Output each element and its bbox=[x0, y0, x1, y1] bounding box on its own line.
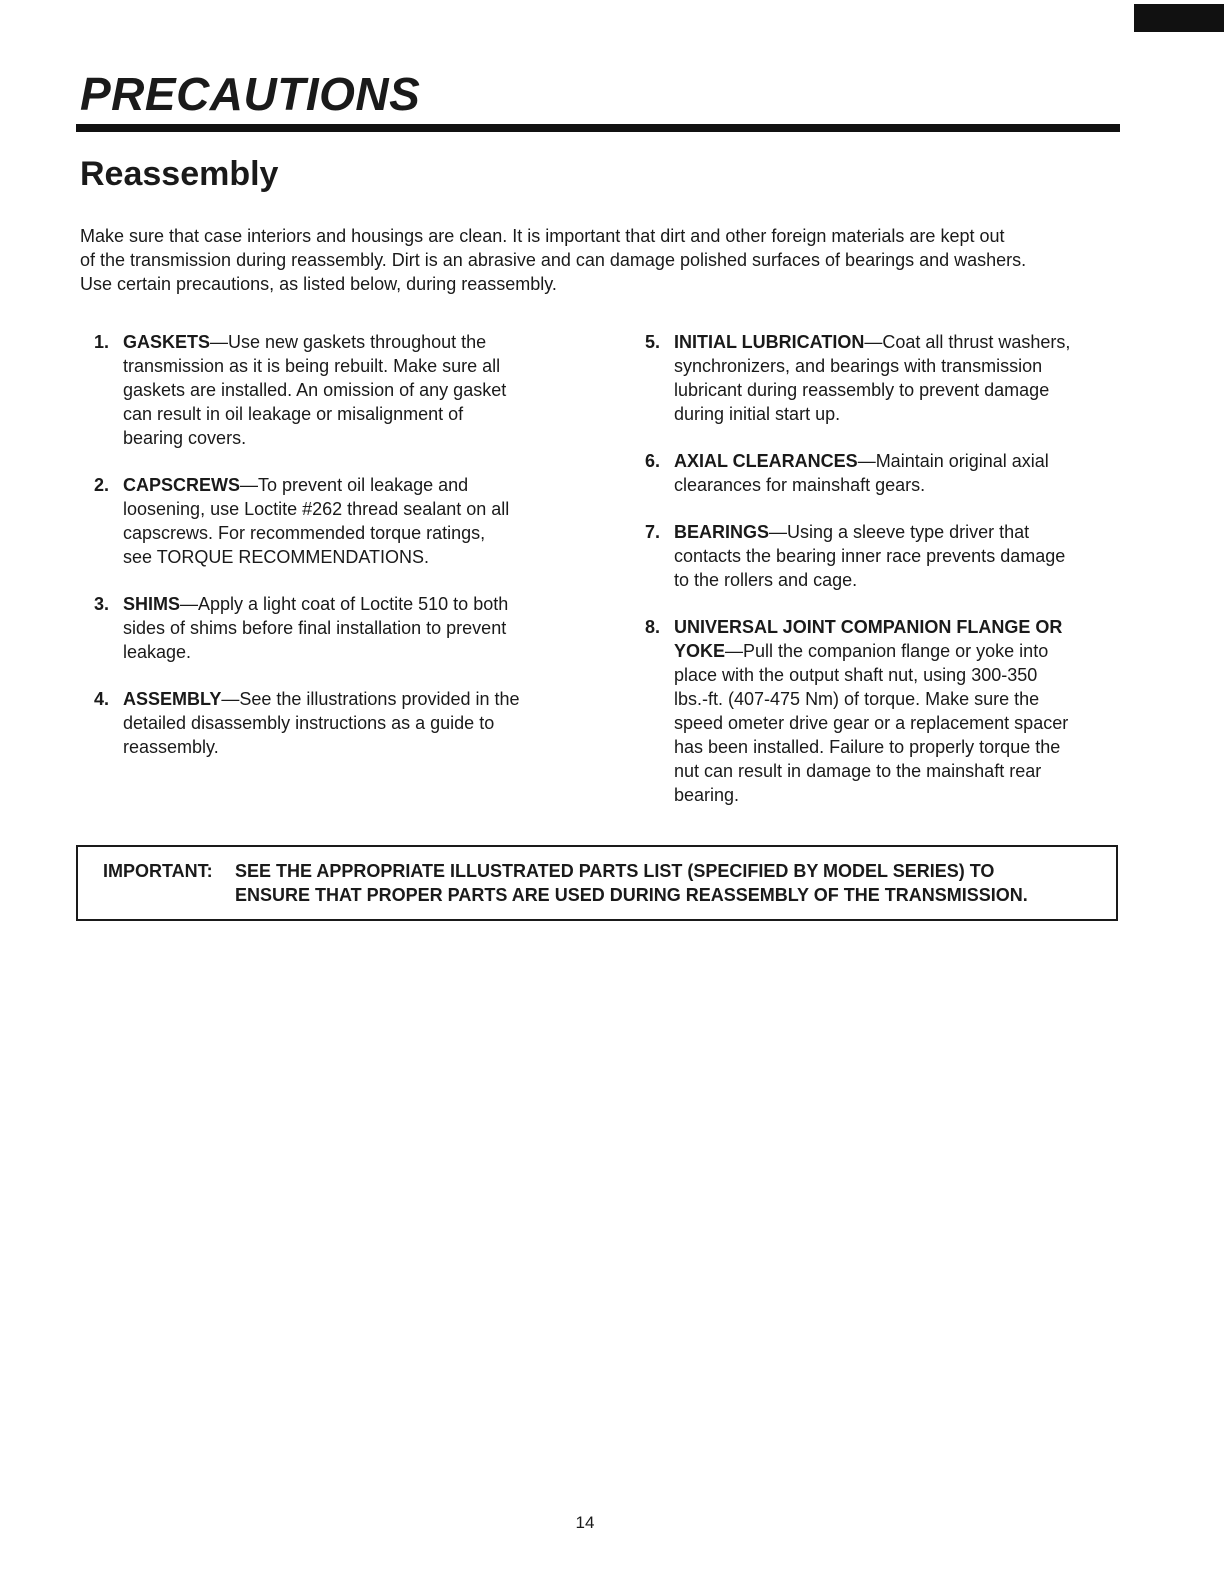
list-item-initial-lubrication bbox=[645, 330, 1125, 426]
page-title: PRECAUTIONS bbox=[80, 68, 421, 120]
intro-paragraph bbox=[80, 224, 1120, 296]
item-text: —Coat all thrust washers, bbox=[864, 332, 1071, 352]
item-text: —Maintain original axial bbox=[857, 451, 1049, 471]
item-heading: CAPSCREWS bbox=[123, 475, 241, 495]
left-column bbox=[94, 330, 574, 759]
item-text: during initial start up. bbox=[674, 404, 841, 424]
item-heading: UNIVERSAL JOINT COMPANION FLANGE OR bbox=[674, 617, 1063, 637]
item-text: —See the illustrations provided in the bbox=[221, 689, 520, 709]
item-line bbox=[123, 330, 574, 354]
item-heading: YOKE bbox=[674, 641, 726, 661]
item-text: to the rollers and cage. bbox=[674, 570, 858, 590]
item-number: 2. bbox=[94, 475, 110, 495]
item-line bbox=[674, 639, 1125, 663]
item-number: 5. bbox=[645, 332, 661, 352]
item-text: —Apply a light coat of Loctite 510 to both bbox=[180, 594, 509, 614]
list-item-capscrews bbox=[94, 473, 574, 569]
item-text: contacts the bearing inner race prevents damage bbox=[674, 546, 1066, 566]
item-text: see TORQUE RECOMMENDATIONS. bbox=[123, 547, 430, 567]
item-number: 6. bbox=[645, 451, 661, 471]
important-line: SEE THE APPROPRIATE ILLUSTRATED PARTS LIST (SPECIFIED BY MODEL SERIES) TO bbox=[235, 861, 995, 881]
item-heading: AXIAL CLEARANCES bbox=[674, 451, 858, 471]
list-item-axial-clearances bbox=[645, 449, 1125, 497]
item-text: clearances for mainshaft gears. bbox=[674, 475, 926, 495]
item-number: 3. bbox=[94, 594, 110, 614]
item-text: gaskets are installed. An omission of any gasket bbox=[123, 380, 507, 400]
section-title: Reassembly bbox=[80, 155, 279, 193]
important-line: ENSURE THAT PROPER PARTS ARE USED DURING REASSEMBLY OF THE TRANSMISSION. bbox=[235, 885, 1028, 905]
item-text: detailed disassembly instructions as a guide to bbox=[123, 713, 495, 733]
list-item-shims bbox=[94, 592, 574, 664]
item-text: bearing covers. bbox=[123, 428, 247, 448]
important-notice-box bbox=[76, 845, 1118, 921]
item-number: 8. bbox=[645, 617, 661, 637]
corner-tab-mark bbox=[1134, 4, 1224, 32]
item-text: capscrews. For recommended torque ratings, bbox=[123, 523, 486, 543]
important-label: IMPORTANT: bbox=[103, 861, 213, 881]
item-heading: GASKETS bbox=[123, 332, 211, 352]
page-number: 14 bbox=[575, 1513, 595, 1532]
item-text: transmission as it is being rebuilt. Make sure all bbox=[123, 356, 501, 376]
item-heading: ASSEMBLY bbox=[123, 689, 222, 709]
item-number: 7. bbox=[645, 522, 661, 542]
intro-line: of the transmission during reassembly. Dirt is an abrasive and can damage polished surfaces of bearings and washers. bbox=[80, 250, 1027, 270]
item-line bbox=[123, 473, 574, 497]
item-text: can result in oil leakage or misalignment of bbox=[123, 404, 464, 424]
item-text: —To prevent oil leakage and bbox=[240, 475, 469, 495]
intro-line: Use certain precautions, as listed below, during reassembly. bbox=[80, 274, 557, 294]
item-heading: SHIMS bbox=[123, 594, 181, 614]
item-heading: INITIAL LUBRICATION bbox=[674, 332, 865, 352]
important-text bbox=[235, 859, 1028, 907]
item-line bbox=[123, 687, 574, 711]
item-line bbox=[674, 449, 1125, 473]
list-item-gaskets bbox=[94, 330, 574, 450]
item-number: 4. bbox=[94, 689, 110, 709]
item-text: —Using a sleeve type driver that bbox=[769, 522, 1030, 542]
item-line bbox=[674, 330, 1125, 354]
item-text: leakage. bbox=[123, 642, 192, 662]
item-text: place with the output shaft nut, using 300-350 bbox=[674, 665, 1038, 685]
item-text: —Pull the companion flange or yoke into bbox=[725, 641, 1049, 661]
right-column bbox=[645, 330, 1125, 807]
item-text: lbs.-ft. (407-475 Nm) of torque. Make sure the bbox=[674, 689, 1040, 709]
item-text: speed ometer drive gear or a replacement spacer bbox=[674, 713, 1069, 733]
item-text: bearing. bbox=[674, 785, 740, 805]
item-line bbox=[674, 520, 1125, 544]
list-item-assembly bbox=[94, 687, 574, 759]
item-text: nut can result in damage to the mainshaft rear bbox=[674, 761, 1042, 781]
item-text: has been installed. Failure to properly torque the bbox=[674, 737, 1061, 757]
item-text: reassembly. bbox=[123, 737, 219, 757]
intro-line: Make sure that case interiors and housings are clean. It is important that dirt and other foreign materials are kept out bbox=[80, 226, 1005, 246]
list-item-universal-joint bbox=[645, 615, 1125, 807]
item-text: synchronizers, and bearings with transmission bbox=[674, 356, 1043, 376]
item-heading: BEARINGS bbox=[674, 522, 770, 542]
item-line bbox=[123, 592, 574, 616]
list-item-bearings bbox=[645, 520, 1125, 592]
item-number: 1. bbox=[94, 332, 110, 352]
item-text: —Use new gaskets throughout the bbox=[210, 332, 487, 352]
item-text: lubricant during reassembly to prevent damage bbox=[674, 380, 1050, 400]
item-text: loosening, use Loctite #262 thread sealant on all bbox=[123, 499, 510, 519]
title-rule bbox=[76, 124, 1120, 132]
item-text: sides of shims before final installation to prevent bbox=[123, 618, 507, 638]
